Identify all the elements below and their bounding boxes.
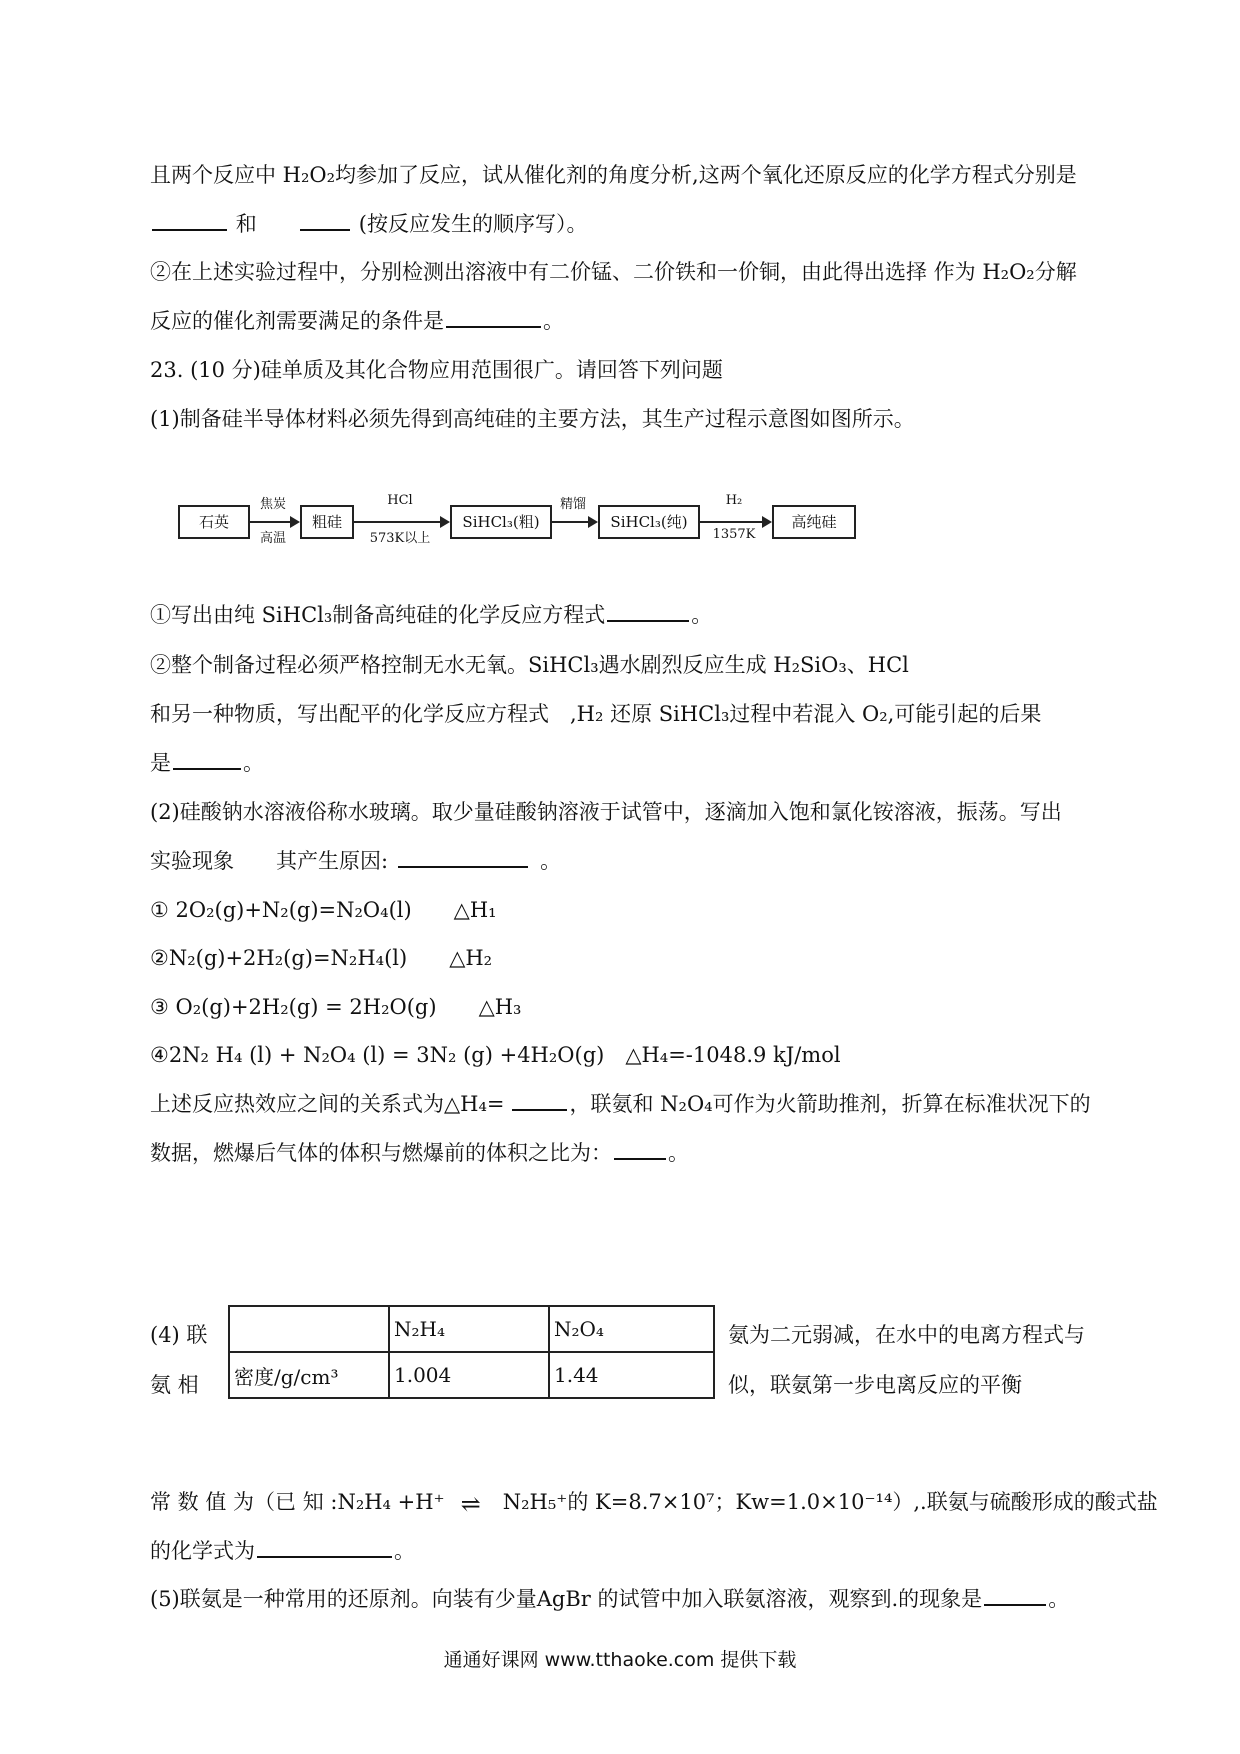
equation-3: ③ O₂(g)+2H₂(g) = 2H₂O(g) △H₃: [150, 995, 522, 1019]
text-line-8: ②整个制备过程必须严格控制无水无氧。SiHCl₃遇水剧烈反应生成 H₂SiO₃、HCl: [150, 653, 909, 677]
text-fragment: 。: [1048, 1587, 1070, 1611]
part-4-label-b: 氨 相: [150, 1373, 199, 1397]
table-cell: 1.44: [549, 1352, 714, 1398]
equation-2: ②N₂(g)+2H₂(g)=N₂H₄(l) △H₂: [150, 946, 493, 970]
text-fragment: ①写出由纯 SiHCl₃制备高纯硅的化学反应方程式: [150, 603, 606, 627]
answer-blank[interactable]: [512, 1089, 567, 1111]
text-fragment: 。: [540, 849, 562, 873]
part-4-right-text-2: 似，联氨第一步电离反应的平衡: [728, 1373, 1022, 1397]
flow-arrow-label: H₂: [725, 493, 743, 508]
text-fragment: 。: [691, 603, 713, 627]
flow-arrow: [550, 521, 596, 523]
table-row: [229, 1306, 714, 1352]
text-fragment: 。: [243, 751, 264, 775]
table-row: [229, 1352, 714, 1398]
flow-arrow: [352, 521, 448, 523]
text-line-14: [150, 1138, 689, 1168]
text-fragment: 的化学式为: [150, 1539, 255, 1563]
answer-blank[interactable]: [257, 1536, 392, 1558]
equation-4: ④2N₂ H₄ (l) + N₂O₄ (l) = 3N₂ (g) +4H₂O(g) △H₄=-1048.9 kJ/mol: [150, 1043, 841, 1067]
text-fragment: 上述反应热效应之间的关系式为△H₄=: [150, 1092, 505, 1116]
flow-arrow-label: 573K以上: [369, 531, 431, 546]
text-fragment: 数据，燃爆后气体的体积与燃爆前的体积之比为：: [150, 1141, 612, 1165]
answer-blank[interactable]: [398, 846, 528, 868]
flow-arrow: [248, 521, 298, 523]
question-23-title: 23. (10 分)硅单质及其化合物应用范围很广。请回答下列问题: [150, 358, 723, 382]
text-line-17: [150, 1584, 1069, 1614]
table-row-label: 密度/g/cm³: [229, 1352, 389, 1398]
text-fragment: 是: [150, 751, 171, 775]
answer-blank[interactable]: [984, 1584, 1046, 1606]
text-line-13: [150, 1089, 1091, 1119]
answer-blank[interactable]: [614, 1138, 666, 1160]
answer-blank[interactable]: [446, 306, 541, 328]
answer-blank[interactable]: [607, 600, 689, 622]
text-fragment: 。: [543, 309, 564, 333]
flow-box-high-purity-si: 高纯硅: [772, 505, 856, 539]
flow-arrow-label: 焦炭: [259, 497, 286, 512]
flow-box-crude-si: 粗硅: [300, 505, 354, 539]
text-fragment: 常 数 值 为（已 知 :N₂H₄ +H⁺: [150, 1490, 445, 1514]
flow-box-sihcl3-pure: SiHCl₃(纯): [598, 505, 700, 539]
table-cell: 1.004: [389, 1352, 549, 1398]
text-line-10: [150, 748, 264, 778]
text-line-9: 和另一种物质，写出配平的化学反应方程式 ,H₂ 还原 SiHCl₃过程中若混入 O₂,可能引起的后果: [150, 702, 1042, 726]
silicon-production-flowchart: [178, 485, 878, 580]
text-line-2: [150, 209, 587, 239]
text-line-3: ②在上述实验过程中，分别检测出溶液中有二价锰、二价铁和一价铜，由此得出选择 作为 H₂O₂分解: [150, 260, 1077, 284]
text-fragment: 反应的催化剂需要满足的条件是: [150, 309, 444, 333]
answer-blank[interactable]: [173, 748, 241, 770]
table-header-cell: N₂H₄: [389, 1306, 549, 1352]
equation-1: ① 2O₂(g)+N₂(g)=N₂O₄(l) △H₁: [150, 898, 497, 922]
part-4-right-text-1: 氨为二元弱减，在水中的电离方程式与: [728, 1323, 1085, 1347]
text-fragment: 和: [235, 212, 257, 236]
text-fragment: N₂H₅⁺的 K=8.7×10⁷；Kw=1.0×10⁻¹⁴）,.联氨与硫酸形成的酸式盐: [502, 1490, 1158, 1514]
text-fragment: 。: [668, 1141, 689, 1165]
flow-arrow-label: HCl: [387, 493, 413, 508]
equilibrium-arrow-icon: ⇌: [460, 1489, 477, 1518]
text-line-12: [150, 846, 561, 876]
answer-blank[interactable]: [300, 209, 350, 231]
text-fragment: 实验现象 其产生原因:: [150, 849, 389, 873]
text-line-6: (1)制备硅半导体材料必须先得到高纯硅的主要方法，其生产过程示意图如图所示。: [150, 407, 915, 431]
text-fragment: (5)联氨是一种常用的还原剂。向装有少量AgBr 的试管中加入联氨溶液，观察到.的现象是: [150, 1587, 983, 1611]
flow-arrow: [698, 521, 770, 523]
text-fragment: 。: [394, 1539, 415, 1563]
page-footer: 通通好课网 www.tthaoke.com 提供下载: [443, 1649, 797, 1671]
text-fragment: (按反应发生的顺序写）。: [358, 212, 588, 236]
text-line-7: [150, 600, 712, 630]
table-header-cell: [229, 1306, 389, 1352]
text-line-11: (2)硅酸钠水溶液俗称水玻璃。取少量硅酸钠溶液于试管中，逐滴加入饱和氯化铵溶液，振荡。写出: [150, 800, 1062, 824]
density-table: [228, 1305, 715, 1399]
flow-arrow-label: 1357K: [712, 527, 756, 542]
text-line-4: [150, 306, 564, 336]
text-line-16: [150, 1536, 415, 1566]
answer-blank[interactable]: [152, 209, 227, 231]
flow-box-quartz: 石英: [178, 505, 250, 539]
text-line-1: 且两个反应中 H₂O₂均参加了反应，试从催化剂的角度分析,这两个氧化还原反应的化学方程式分别是: [150, 163, 1077, 187]
table-header-cell: N₂O₄: [549, 1306, 714, 1352]
flow-box-sihcl3-crude: SiHCl₃(粗): [450, 505, 552, 539]
flow-arrow-label: 高温: [259, 531, 286, 546]
flow-arrow-label: 精馏: [559, 497, 586, 512]
text-line-15: [150, 1487, 1158, 1519]
part-4-label-a: (4) 联: [150, 1323, 208, 1347]
text-fragment: ，联氨和 N₂O₄可作为火箭助推剂，折算在标准状况下的: [569, 1092, 1091, 1116]
